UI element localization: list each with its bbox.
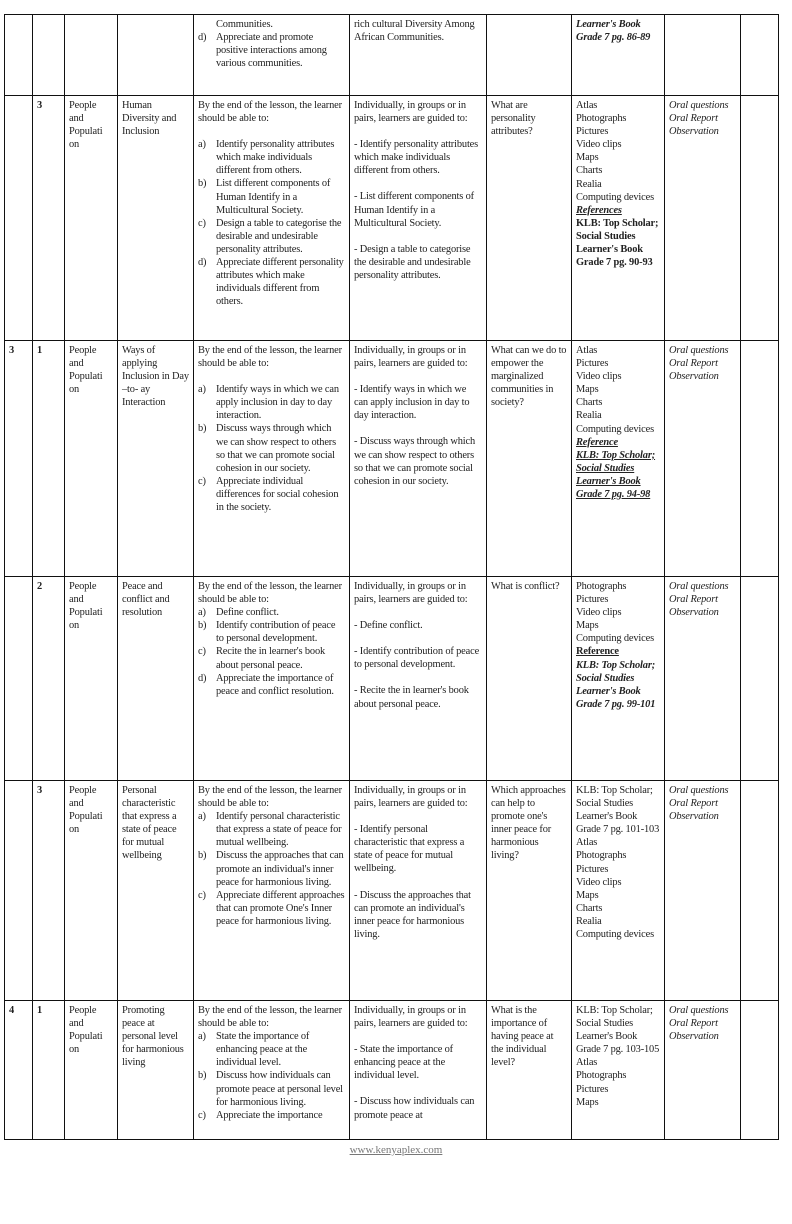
outcome-item (198, 1030, 345, 1069)
experience-item: - Define conflict. (354, 620, 423, 632)
strand-cell: People and Populati on (65, 96, 118, 341)
outcome-text: Appreciate the importance of peace and conflict resolution. (216, 672, 334, 697)
outcome-text: Discuss ways through which we can show respect to others so that we can promote social cohesion in our society. (216, 423, 337, 474)
resource-item: Reference (576, 646, 619, 658)
outcome-text: Identify ways in which we can apply inclusion in day to day interaction. (216, 384, 339, 422)
resource-item: Maps (576, 384, 599, 396)
week-cell (5, 15, 33, 96)
resource-item: Realia (576, 410, 602, 422)
learning-experiences-cell (350, 96, 487, 341)
assessment-item: Observation (669, 1031, 719, 1043)
reflection-cell (741, 15, 779, 96)
strand-cell: People and Populati on (65, 1001, 118, 1140)
assessment-item: Observation (669, 126, 719, 138)
experiences-intro: Individually, in groups or in pairs, learners are guided to: (354, 1005, 468, 1030)
week-cell: 3 (5, 341, 33, 577)
experiences-intro: Individually, in groups or in pairs, learners are guided to: (354, 345, 468, 370)
outcomes-list (198, 810, 345, 928)
outcome-marker: d) (198, 672, 207, 684)
resource-item: References (576, 204, 622, 216)
outcome-text: Appreciate different personality attributes which make individuals different from others. (216, 257, 344, 308)
lesson-cell: 3 (33, 781, 65, 1001)
resource-item: Computing devices (576, 929, 654, 941)
outcome-text: Appreciate the importance (216, 1109, 323, 1121)
outcome-item (198, 619, 345, 645)
outcome-marker: a) (198, 811, 206, 823)
outcome-text: Communities. (216, 19, 273, 30)
resource-item: Video clips (576, 139, 622, 151)
resource-item: Maps (576, 620, 599, 632)
key-inquiry-cell: What are personality attributes? (487, 96, 572, 341)
learning-outcomes-cell (194, 341, 350, 577)
outcome-text: Appreciate and promote positive interactions among various communities. (216, 32, 327, 70)
outcome-item (198, 849, 345, 888)
resource-item: Pictures (576, 594, 609, 606)
outcome-item (198, 31, 345, 70)
key-inquiry-cell: What can we do to empower the marginalized communities in society? (487, 341, 572, 577)
outcome-marker: c) (198, 646, 206, 658)
resource-item: Reference (576, 436, 618, 448)
outcome-item (198, 810, 345, 849)
resource-item: KLB: Top Scholar; Social Studies Learner's Book Grade 7 pg. 103-105 (576, 1005, 660, 1056)
outcome-marker: a) (198, 1031, 206, 1043)
table-row (5, 1001, 779, 1140)
key-inquiry-cell (487, 15, 572, 96)
resource-item: Photographs (576, 581, 627, 592)
resource-item: Atlas (576, 345, 598, 356)
outcome-text: Recite the in learner's book about personal peace. (216, 646, 326, 671)
assessment-item: Oral questions (669, 345, 729, 356)
experience-item: - State the importance of enhancing peace at the individual level. (354, 1044, 453, 1082)
reflection-cell (741, 577, 779, 781)
learning-experiences-cell (350, 1001, 487, 1140)
assessment-item: Oral questions (669, 785, 729, 796)
resource-item: Atlas (576, 837, 598, 849)
week-cell: 4 (5, 1001, 33, 1140)
footer-link[interactable]: www.kenyaplex.com (349, 1144, 443, 1156)
assessment-cell (665, 96, 741, 341)
outcome-marker: b) (198, 423, 207, 435)
outcome-text: Design a table to categorise the desirable and undesirable personality attributes. (216, 217, 342, 255)
outcome-item (198, 217, 345, 256)
learning-resources-cell (572, 96, 665, 341)
resource-item: Maps (576, 1096, 599, 1108)
table-row (5, 96, 779, 341)
assessment-cell (665, 1001, 741, 1140)
experience-item: - Identify personality attributes which make individuals different from others. (354, 139, 479, 177)
resource-item: Photographs (576, 113, 627, 125)
outcomes-list (198, 606, 345, 698)
assessment-item: Oral Report (669, 358, 718, 370)
outcomes-list (198, 383, 345, 514)
assessment-cell (665, 15, 741, 96)
sub-strand-cell: Personal characteristic that express a state of peace for mutual wellbeing (118, 781, 194, 1001)
week-cell (5, 781, 33, 1001)
outcome-item (198, 645, 345, 671)
resource-item: KLB: Top Scholar; Social Studies Learner's Book Grade 7 pg. 90-93 (576, 217, 659, 269)
outcome-marker: b) (198, 620, 207, 632)
outcome-marker: a) (198, 607, 206, 619)
experience-item: - Discuss how individuals can promote peace at (354, 1096, 475, 1121)
assessment-item: Observation (669, 371, 719, 383)
outcomes-intro: By the end of the lesson, the learner should be able to: (198, 100, 342, 125)
lesson-cell (33, 15, 65, 96)
learning-experiences-cell (350, 15, 487, 96)
outcomes-list (198, 138, 345, 308)
assessment-item: Oral Report (669, 113, 718, 125)
learning-outcomes-cell (194, 1001, 350, 1140)
outcome-item (198, 889, 345, 928)
outcomes-list (198, 18, 345, 70)
outcome-marker: c) (198, 1109, 206, 1121)
assessment-item: Oral questions (669, 1005, 729, 1016)
resource-item: Pictures (576, 1083, 609, 1095)
assessment-item: Oral questions (669, 100, 729, 111)
learning-resources-cell (572, 577, 665, 781)
experience-item: rich cultural Diversity Among African Communities. (354, 19, 475, 44)
resource-item: Charts (576, 165, 603, 177)
learning-experiences-cell (350, 341, 487, 577)
resource-item: KLB: Top Scholar; Social Studies Learner's Book Grade 7 pg. 99-101 (576, 659, 656, 710)
strand-cell (65, 15, 118, 96)
sub-strand-cell: Ways of applying Inclusion in Day –to- ay Interaction (118, 341, 194, 577)
key-inquiry-cell: What is conflict? (487, 577, 572, 781)
assessment-item: Observation (669, 811, 719, 823)
resource-item: Computing devices (576, 423, 654, 435)
learning-outcomes-cell (194, 577, 350, 781)
outcome-item (198, 1109, 345, 1122)
lesson-cell: 1 (33, 1001, 65, 1140)
experience-item: - Identify ways in which we can apply inclusion in day to day interaction. (354, 384, 470, 422)
outcome-marker: d) (198, 257, 207, 269)
resource-item: Charts (576, 397, 603, 409)
experience-item: - Discuss ways through which we can show respect to others so that we can promote social cohesion in our society. (354, 436, 476, 487)
resource-item: Photographs (576, 850, 627, 862)
outcome-marker: b) (198, 850, 207, 862)
reflection-cell (741, 96, 779, 341)
outcome-text: List different components of Human Identify in a Multicultural Society. (216, 178, 331, 216)
outcome-item (198, 606, 345, 619)
experience-item: - Identify personal characteristic that express a state of peace for mutual wellbeing. (354, 824, 465, 875)
strand-cell: People and Populati on (65, 781, 118, 1001)
outcome-text: Appreciate individual differences for social cohesion in the society. (216, 475, 339, 514)
experience-item: - Recite the in learner's book about personal peace. (354, 685, 469, 710)
experience-item: - Discuss the approaches that can promote an individual's inner peace for harmonious living. (354, 889, 471, 940)
learning-experiences-cell (350, 781, 487, 1001)
experience-item: - Design a table to categorise the desirable and undesirable personality attributes. (354, 243, 471, 281)
resource-item: Photographs (576, 1070, 627, 1082)
experience-item: - List different components of Human Identify in a Multicultural Society. (354, 191, 474, 229)
outcomes-intro: By the end of the lesson, the learner should be able to: (198, 581, 342, 606)
outcome-item (198, 138, 345, 177)
outcome-text: Appreciate different approaches that can promote One's Inner peace for harmonious living. (216, 889, 345, 927)
lesson-cell: 1 (33, 341, 65, 577)
sub-strand-cell: Peace and conflict and resolution (118, 577, 194, 781)
outcome-text: Identify personal characteristic that express a state of peace for mutual wellbeing. (216, 811, 342, 849)
outcome-item (198, 422, 345, 474)
resource-item: Learner's Book Grade 7 pg. 86-89 (576, 19, 651, 44)
resource-item: Maps (576, 889, 599, 901)
assessment-item: Oral Report (669, 1018, 718, 1030)
week-cell (5, 96, 33, 341)
reflection-cell (741, 341, 779, 577)
outcome-marker: a) (198, 384, 206, 396)
outcome-marker: b) (198, 178, 207, 190)
resource-item: Maps (576, 152, 599, 164)
learning-resources-cell (572, 341, 665, 577)
outcome-text: Identify contribution of peace to personal development. (216, 620, 336, 645)
resource-item: Atlas (576, 100, 598, 111)
outcome-text: State the importance of enhancing peace at the individual level. (216, 1031, 310, 1069)
resource-item: Video clips (576, 876, 622, 888)
outcome-item (198, 177, 345, 216)
experiences-intro: Individually, in groups or in pairs, learners are guided to: (354, 100, 468, 125)
outcome-marker: d) (198, 32, 207, 44)
scheme-of-work-table (4, 14, 779, 1140)
resource-item: Pictures (576, 358, 609, 370)
resource-item: Pictures (576, 126, 609, 138)
outcome-text: Identify personality attributes which make individuals different from others. (216, 139, 335, 177)
resource-item: KLB: Top Scholar; Social Studies Learner's Book Grade 7 pg. 101-103 (576, 785, 660, 836)
table-row (5, 781, 779, 1001)
learning-experiences-cell (350, 577, 487, 781)
outcomes-intro: By the end of the lesson, the learner should be able to: (198, 345, 342, 370)
experiences-intro: Individually, in groups or in pairs, learners are guided to: (354, 785, 468, 810)
resource-item: Atlas (576, 1057, 598, 1069)
learning-resources-cell (572, 781, 665, 1001)
outcome-text: Discuss how individuals can promote peace at personal level for harmonious living. (216, 1070, 343, 1108)
table-row (5, 15, 779, 96)
assessment-item: Oral Report (669, 594, 718, 606)
resource-item: Computing devices (576, 191, 654, 203)
resource-item: Pictures (576, 863, 609, 875)
resource-item: Charts (576, 902, 603, 914)
outcome-text: Discuss the approaches that can promote an individual's inner peace for harmonious living. (216, 850, 344, 888)
sub-strand-cell: Promoting peace at personal level for harmonious living (118, 1001, 194, 1140)
learning-resources-cell (572, 1001, 665, 1140)
outcome-marker: c) (198, 217, 206, 229)
outcome-item (198, 1069, 345, 1108)
outcomes-intro: By the end of the lesson, the learner should be able to: (198, 785, 342, 810)
table-row (5, 341, 779, 577)
experiences-intro: Individually, in groups or in pairs, learners are guided to: (354, 581, 468, 606)
assessment-cell (665, 781, 741, 1001)
outcomes-intro: By the end of the lesson, the learner should be able to: (198, 1005, 342, 1030)
resource-item: Video clips (576, 607, 622, 619)
sub-strand-cell: Human Diversity and Inclusion (118, 96, 194, 341)
experience-item: - Identify contribution of peace to personal development. (354, 646, 480, 671)
resource-item: Computing devices (576, 633, 654, 645)
week-cell (5, 577, 33, 781)
outcome-item (198, 18, 345, 31)
table-row (5, 577, 779, 781)
learning-outcomes-cell (194, 15, 350, 96)
sub-strand-cell (118, 15, 194, 96)
reflection-cell (741, 781, 779, 1001)
learning-outcomes-cell (194, 96, 350, 341)
resource-item: Video clips (576, 371, 622, 383)
key-inquiry-cell: What is the importance of having peace at the individual level? (487, 1001, 572, 1140)
outcome-marker: a) (198, 139, 206, 151)
learning-resources-cell (572, 15, 665, 96)
outcome-item (198, 256, 345, 308)
lesson-cell: 2 (33, 577, 65, 781)
reflection-cell (741, 1001, 779, 1140)
outcome-item (198, 475, 345, 514)
strand-cell: People and Populati on (65, 341, 118, 577)
assessment-cell (665, 577, 741, 781)
learning-outcomes-cell (194, 781, 350, 1001)
outcome-item (198, 672, 345, 698)
assessment-cell (665, 341, 741, 577)
key-inquiry-cell: Which approaches can help to promote one's inner peace for harmonious living? (487, 781, 572, 1001)
outcome-item (198, 383, 345, 422)
resource-item: Realia (576, 915, 602, 927)
assessment-item: Observation (669, 607, 719, 619)
outcome-marker: c) (198, 889, 206, 901)
outcome-text: Define conflict. (216, 607, 279, 619)
outcome-marker: b) (198, 1070, 207, 1082)
resource-item: KLB: Top Scholar; Social Studies Learner's Book Grade 7 pg. 94-98 (576, 449, 656, 501)
assessment-item: Oral Report (669, 798, 718, 810)
outcome-marker: c) (198, 475, 206, 487)
strand-cell: People and Populati on (65, 577, 118, 781)
outcomes-list (198, 1030, 345, 1122)
assessment-item: Oral questions (669, 581, 729, 592)
resource-item: Realia (576, 178, 602, 190)
lesson-cell: 3 (33, 96, 65, 341)
